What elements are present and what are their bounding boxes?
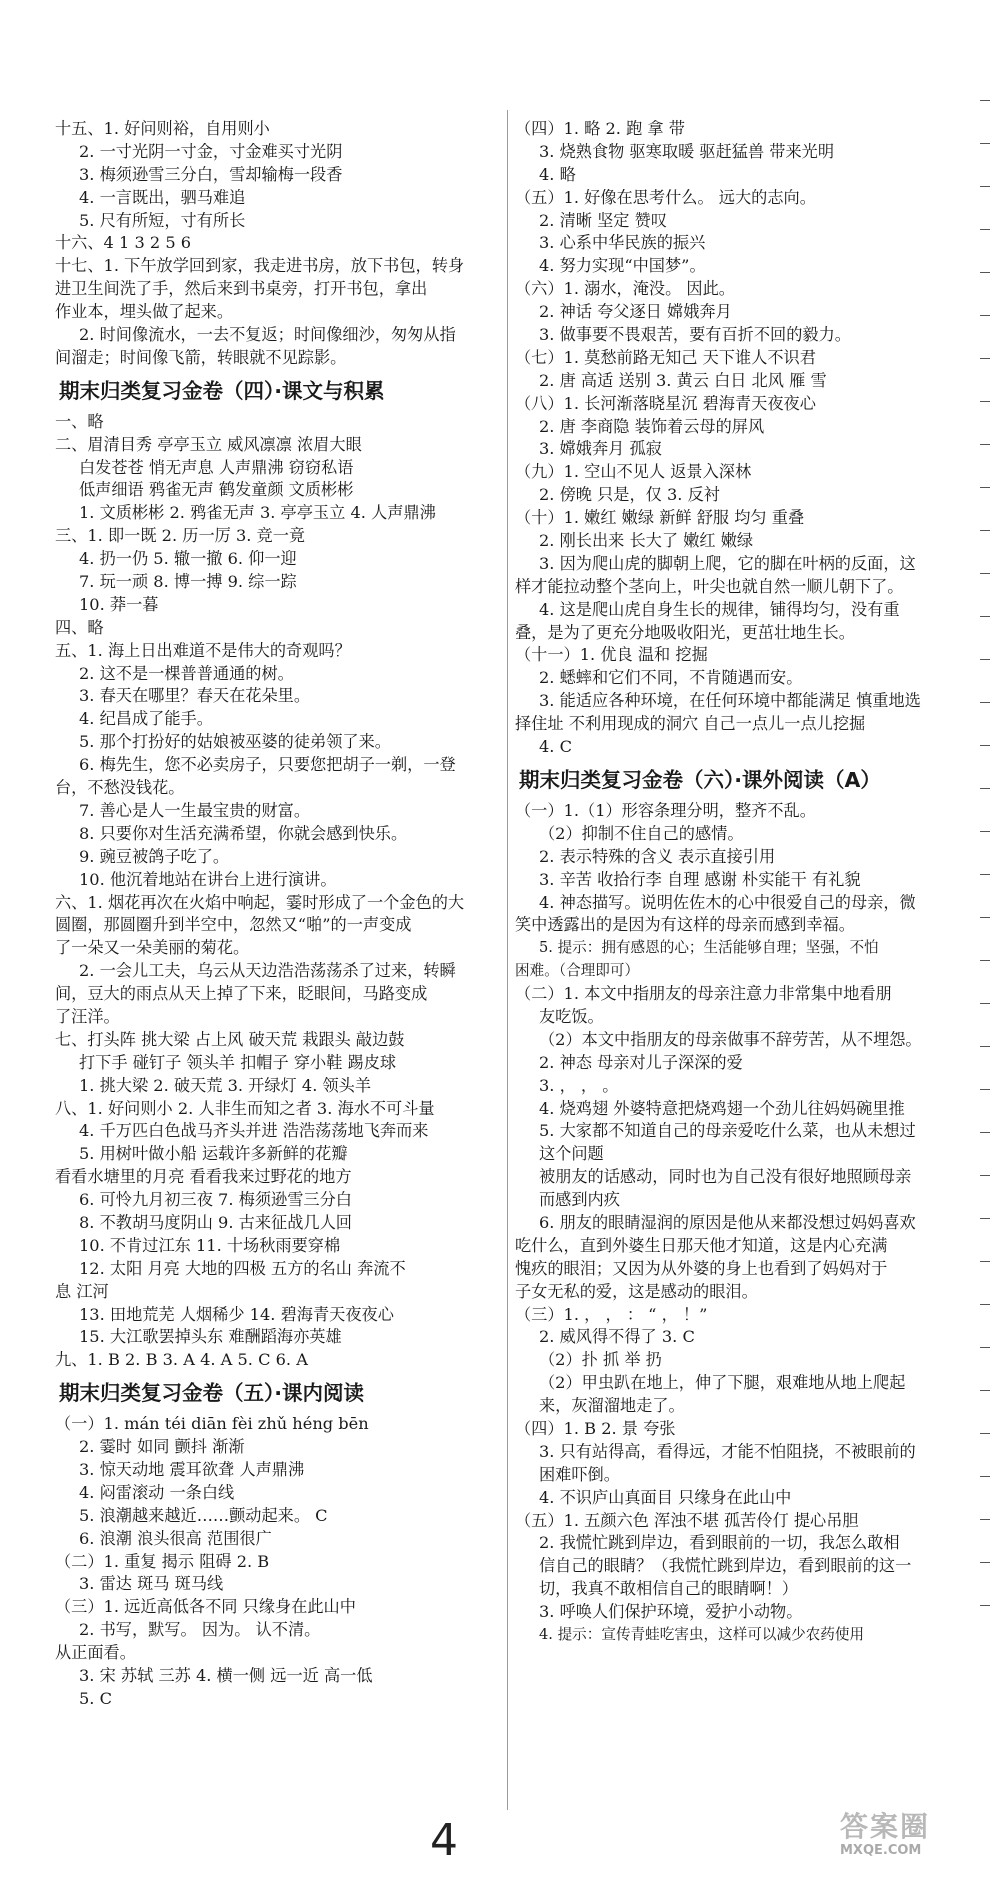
watermark-title: 答案圈 <box>840 1810 931 1843</box>
answer-line: 2. 唐 李商隐 装饰着云母的屏风 <box>539 416 765 436</box>
answer-line: 3. 春天在哪里？春天在花朵里。 <box>79 686 311 706</box>
answer-line: 3. 梅须逊雪三分白，雪却输梅一段香 <box>79 164 343 184</box>
answer-line: 了一朵又一朵美丽的菊花。 <box>55 938 250 958</box>
answer-line: 7. 善心是人一生最宝贵的财富。 <box>79 800 311 820</box>
answer-line: 看看水塘里的月亮 看看我来过野花的地方 <box>55 1167 352 1187</box>
answer-line: 3. 宋 苏轼 三苏 4. 横一侧 远一近 高一低 <box>79 1666 373 1685</box>
answer-line: 4. 烧鸡翅 外婆特意把烧鸡翅一个劲儿往妈妈碗里推 <box>539 1098 905 1118</box>
answer-line: 困难吓倒。 <box>539 1464 620 1484</box>
answer-line: （2）本文中指朋友的母亲做事不辞劳苦，从不埋怨。 <box>539 1029 922 1049</box>
answer-line: 4. 努力实现“中国梦”。 <box>539 256 706 276</box>
answer-line: 一、略 <box>55 411 104 431</box>
answer-line: 3. ， ， 。 <box>539 1075 619 1095</box>
answer-line: 10. 他沉着地站在讲台上进行演讲。 <box>79 869 337 889</box>
answer-line: 九、1. B 2. B 3. A 4. A 5. C 6. A <box>55 1350 308 1370</box>
watermark-url: MXQE.COM <box>840 1843 922 1858</box>
edge-mark <box>980 401 990 402</box>
answer-line: （一）1.（1）形容条理分明，整齐不乱。 <box>515 800 816 820</box>
edge-mark <box>980 444 990 445</box>
answer-line: 了汪洋。 <box>55 1006 120 1026</box>
answer-line: 3. 能适应各种环境，在任何环境中都能满足 慎重地选 <box>539 691 921 711</box>
answer-line: 来，灰溜溜地走了。 <box>539 1396 685 1416</box>
answer-line: 间，豆大的雨点从天上掉了下来，眨眼间，马路变成 <box>55 984 428 1004</box>
answer-line: 择住址 不利用现成的洞穴 自己一点儿一点儿挖掘 <box>515 714 866 734</box>
edge-mark <box>980 143 990 144</box>
answer-line: 2. 一寸光阴一寸金，寸金难买寸光阴 <box>79 141 343 161</box>
answer-line: 从正面看。 <box>55 1643 136 1663</box>
answer-line: （六）1. 溺水，淹没。 因此。 <box>515 279 735 299</box>
answer-line: 白发苍苍 悄无声息 人声鼎沸 窃窃私语 <box>79 457 354 477</box>
answer-line: 2. 清晰 坚定 赞叹 <box>539 210 668 230</box>
answer-line: （2）扑 抓 举 扔 <box>539 1350 662 1370</box>
answer-line: 2. 一会儿工夫，乌云从天边浩浩荡荡杀了过来，转瞬 <box>79 961 456 981</box>
edge-mark <box>980 1605 990 1606</box>
answer-line: 台，不愁没钱花。 <box>55 778 185 798</box>
answer-line: 吃什么，直到外婆生日那天他才知道，这是内心充满 <box>515 1235 888 1255</box>
edge-mark <box>980 229 990 230</box>
answer-line: 五、1. 海上日出难道不是伟大的奇观吗？ <box>55 640 351 660</box>
edge-mark <box>980 186 990 187</box>
answer-line: 8. 不教胡马度阴山 9. 古来征战几人回 <box>79 1212 352 1232</box>
answer-line: 5. 用树叶做小船 运载许多新鲜的花瓣 <box>79 1144 348 1164</box>
answer-line: 10. 莽一暮 <box>79 594 159 614</box>
answer-line: （四）1. B 2. 景 夸张 <box>515 1418 676 1438</box>
answer-line: 5. 大家都不知道自己的母亲爱吃什么菜，也从未想过 <box>539 1121 916 1141</box>
answer-line: 六、1. 烟花再次在火焰中响起，霎时形成了一个金色的大 <box>55 892 465 912</box>
answer-line: （五）1. 五颜六色 浑浊不堪 孤苦伶仃 提心吊胆 <box>515 1510 859 1530</box>
answer-line: （一）1. mán téi diān fèi zhǔ héng bēn <box>55 1414 369 1434</box>
answer-line: 13. 田地荒芜 人烟稀少 14. 碧海青天夜夜心 <box>79 1304 394 1324</box>
answer-line: 4. 神态描写。说明佐佐木的心中很爱自己的母亲，微 <box>539 892 916 912</box>
edge-mark <box>980 1003 990 1004</box>
answer-line: 七、打头阵 挑大梁 占上风 破天荒 栽跟头 敲边鼓 <box>55 1029 405 1049</box>
answer-line: 3. 心系中华民族的振兴 <box>539 233 706 253</box>
edge-mark <box>980 1261 990 1262</box>
answer-line: 友吃饭。 <box>539 1006 604 1026</box>
answer-line: 7. 玩一顽 8. 博一搏 9. 综一踪 <box>79 572 297 592</box>
answer-line: 12. 太阳 月亮 大地的四极 五方的名山 奔流不 <box>79 1258 406 1278</box>
answer-line: 2. 神话 夸父逐日 嫦娥奔月 <box>539 302 732 322</box>
edge-mark <box>980 573 990 574</box>
edge-mark <box>980 358 990 359</box>
answer-line: 4. 闷雷滚动 一条白线 <box>79 1482 235 1502</box>
answer-line: 信自己的眼睛？（我慌忙跳到岸边，看到眼前的这一 <box>539 1556 912 1576</box>
answer-line: 15. 大江歌罢掉头东 难酬蹈海亦英雄 <box>79 1327 342 1347</box>
answer-line: 十七、1. 下午放学回到家，我走进书房，放下书包，转身 <box>55 256 465 276</box>
answer-line: 低声细语 鸦雀无声 鹤发童颜 文质彬彬 <box>79 480 354 500</box>
answer-line: （二）1. 本文中指朋友的母亲注意力非常集中地看朋 <box>515 984 892 1004</box>
answer-line: （三）1. 远近高低各不同 只缘身在此山中 <box>55 1597 356 1617</box>
answer-line: 进卫生间洗了手，然后来到书桌旁，打开书包，拿出 <box>55 279 428 299</box>
answer-line: 4. 这是爬山虎自身生长的规律，铺得均匀，没有重 <box>539 599 900 619</box>
answer-line: 2. 时间像流水，一去不复返；时间像细沙，匆匆从指 <box>79 325 456 345</box>
edge-mark <box>980 530 990 531</box>
edge-mark <box>980 616 990 617</box>
answer-line: 4. 千万匹白色战马齐头并进 浩浩荡荡地飞奔而来 <box>79 1121 429 1141</box>
edge-mark <box>980 1132 990 1133</box>
answer-line: 八、1. 好问则小 2. 人非生而知之者 3. 海水不可斗量 <box>55 1098 435 1118</box>
answer-line: 3. 辛苦 收拾行李 自理 感谢 朴实能干 有礼貌 <box>539 869 861 889</box>
answer-line: 间溜走；时间像飞箭，转眼就不见踪影。 <box>55 347 347 367</box>
answer-line: 而感到内疚 <box>539 1190 620 1210</box>
answer-line: 4. 提示：宣传青蛙吃害虫，这样可以减少农药使用 <box>539 1626 865 1643</box>
section-heading: 期末归类复习金卷（四）·课文与积累 <box>59 378 385 403</box>
answer-line: 10. 不肯过江东 11. 十场秋雨要穿棉 <box>79 1235 341 1255</box>
answer-line: 2. 我慌忙跳到岸边，看到眼前的一切，我怎么敢相 <box>539 1533 900 1553</box>
answer-line: 6. 可怜九月初三夜 7. 梅须逊雪三分白 <box>79 1190 352 1210</box>
answer-line: 3. 只有站得高，看得远，才能不怕阻挠，不被眼前的 <box>539 1441 916 1461</box>
answer-line: 3. 因为爬山虎的脚朝上爬，它的脚在叶柄的反面，这 <box>539 553 916 573</box>
answer-line: 6. 浪潮 浪头很高 范围很广 <box>79 1528 272 1548</box>
answer-line: 十六、4 1 3 2 5 6 <box>55 233 192 253</box>
section-heading: 期末归类复习金卷（六）·课外阅读（A） <box>519 767 881 792</box>
answer-line: 样才能拉动整个茎向上，叶尖也就自然一顺儿朝下了。 <box>515 576 904 596</box>
edge-mark <box>980 745 990 746</box>
answer-line: 5. 尺有所短，寸有所长 <box>79 210 246 230</box>
answer-line: 2. 蟋蟀和它们不同，不肯随遇而安。 <box>539 668 803 688</box>
answer-line: 8. 只要你对生活充满希望，你就会感到快乐。 <box>79 823 408 843</box>
edge-mark <box>980 1304 990 1305</box>
edge-mark <box>980 1089 990 1090</box>
edge-mark <box>980 1562 990 1563</box>
answer-line: 息 江河 <box>55 1281 109 1301</box>
answer-line: 5. 那个打扮好的姑娘被巫婆的徒弟领了来。 <box>79 732 391 752</box>
answer-line: 9. 豌豆被鸽子吃了。 <box>79 846 230 866</box>
edge-mark <box>980 960 990 961</box>
answer-line: 3. 呼唤人们保护环境，爱护小动物。 <box>539 1602 803 1622</box>
edge-mark <box>980 702 990 703</box>
edge-mark <box>980 788 990 789</box>
right-column <box>515 118 975 1647</box>
edge-mark <box>980 659 990 660</box>
answer-line: 3. 做事要不畏艰苦，要有百折不回的毅力。 <box>539 325 851 345</box>
answer-line: 1. 挑大梁 2. 破天荒 3. 开绿灯 4. 领头羊 <box>79 1075 372 1095</box>
answer-line: （二）1. 重复 揭示 阻碍 2. B <box>55 1551 270 1571</box>
answer-line: 愧疚的眼泪；又因为从外婆的身上也看到了妈妈对于 <box>515 1258 888 1278</box>
answer-line: 5. 浪潮越来越近……颤动起来。 C <box>79 1505 328 1525</box>
answer-line: 3. 雷达 斑马 斑马线 <box>79 1574 224 1594</box>
section-heading: 期末归类复习金卷（五）·课内阅读 <box>59 1381 365 1406</box>
answer-line: 4. C <box>539 737 572 757</box>
edge-mark <box>980 1175 990 1176</box>
answer-line: 1. 文质彬彬 2. 鸦雀无声 3. 亭亭玉立 4. 人声鼎沸 <box>79 503 436 523</box>
answer-line: 十五、1. 好问则裕，自用则小 <box>55 119 270 138</box>
answer-line: 4. 扔一仍 5. 辙一撤 6. 仰一迎 <box>79 549 297 569</box>
edge-mark <box>980 1046 990 1047</box>
edge-mark <box>980 100 990 101</box>
answer-line: 2. 霎时 如同 颤抖 渐渐 <box>79 1437 245 1457</box>
answer-line: 5. C <box>79 1688 112 1708</box>
answer-line: 四、略 <box>55 617 104 637</box>
answer-line: 4. 略 <box>539 164 576 184</box>
answer-line: （十）1. 嫩红 嫩绿 新鲜 舒服 均匀 重叠 <box>515 508 805 528</box>
edge-mark <box>980 487 990 488</box>
answer-line: 3. 惊天动地 震耳欲聋 人声鼎沸 <box>79 1459 305 1479</box>
answer-line: 2. 刚长出来 长大了 嫩红 嫩绿 <box>539 531 754 551</box>
answer-line: 困难。（合理即可） <box>515 962 640 980</box>
answer-line: 作业本，埋头做了起来。 <box>55 302 234 322</box>
answer-line: （四）1. 略 2. 跑 拿 带 <box>515 119 685 138</box>
column-divider <box>507 110 508 1810</box>
answer-line: 切，我真不敢相信自己的眼睛啊！） <box>539 1579 798 1599</box>
answer-line: 4. 不识庐山真面目 只缘身在此山中 <box>539 1487 792 1507</box>
left-column <box>55 118 495 1711</box>
answer-line: 被朋友的话感动，同时也为自己没有很好地照顾母亲 <box>539 1167 912 1187</box>
answer-line: （2）甲虫趴在地上，伸了下腿，艰难地从地上爬起 <box>539 1373 906 1393</box>
answer-line: （三）1. ， ， ： “ ， ！” <box>515 1304 708 1324</box>
answer-line: 叠，是为了更充分地吸收阳光，更茁壮地生长。 <box>515 622 855 642</box>
answer-line: （八）1. 长河渐落晓星沉 碧海青天夜夜心 <box>515 393 816 413</box>
page-number: 4 <box>430 1815 458 1866</box>
answer-line: 3. 烧熟食物 驱寒取暖 驱赶猛兽 带来光明 <box>539 141 835 161</box>
answer-line: （九）1. 空山不见人 返景入深林 <box>515 462 752 482</box>
answer-line: （2）抑制不住自己的感情。 <box>539 823 744 843</box>
edge-mark <box>980 1519 990 1520</box>
answer-line: （七）1. 莫愁前路无知己 天下谁人不识君 <box>515 347 816 367</box>
answer-line: 三、1. 即一既 2. 历一厉 3. 竞一竟 <box>55 526 306 546</box>
answer-line: 5. 提示：拥有感恩的心；生活能够自理；坚强，不怕 <box>539 939 879 957</box>
answer-line: 4. 一言既出，驷马难追 <box>79 187 246 207</box>
answer-line: 打下手 碰钉子 领头羊 扣帽子 穿小鞋 踢皮球 <box>79 1052 397 1072</box>
answer-line: 二、眉清目秀 亭亭玉立 威风凛凛 浓眉大眼 <box>55 434 362 454</box>
answer-line: 2. 这不是一棵普普通通的树。 <box>79 663 294 683</box>
answer-line: 6. 梅先生，您不必卖房子，只要您把胡子一剃，一登 <box>79 755 456 775</box>
answer-line: 这个问题 <box>539 1144 604 1164</box>
answer-line: 4. 纪昌成了能手。 <box>79 709 213 729</box>
edge-mark <box>980 917 990 918</box>
edge-mark <box>980 1433 990 1434</box>
answer-line: 2. 傍晚 只是，仅 3. 反衬 <box>539 485 720 505</box>
edge-mark <box>980 272 990 273</box>
edge-mark <box>980 1347 990 1348</box>
answer-line: 圆圈，那圆圈升到半空中，忽然又“啪”的一声变成 <box>55 915 412 935</box>
answer-line: 笑中透露出的是因为有这样的母亲而感到幸福。 <box>515 915 855 935</box>
answer-line: 6. 朋友的眼睛湿润的原因是他从来都没想过妈妈喜欢 <box>539 1212 916 1232</box>
edge-mark <box>980 315 990 316</box>
answer-line: （十一）1. 优良 温和 挖掘 <box>515 645 708 665</box>
answer-line: （五）1. 好像在思考什么。 远大的志向。 <box>515 187 816 207</box>
answer-line: 2. 威风得不得了 3. C <box>539 1327 695 1347</box>
edge-mark <box>980 874 990 875</box>
watermark-logo <box>840 1812 990 1870</box>
binding-edge-marks <box>980 100 992 1800</box>
edge-mark <box>980 831 990 832</box>
answer-line: 2. 神态 母亲对儿子深深的爱 <box>539 1052 743 1072</box>
answer-line: 2. 唐 高适 送别 3. 黄云 白日 北风 雁 雪 <box>539 370 827 390</box>
answer-line: 子女无私的爱，这是感动的眼泪。 <box>515 1281 758 1301</box>
edge-mark <box>980 1218 990 1219</box>
edge-mark <box>980 1390 990 1391</box>
answer-line: 2. 表示特殊的含义 表示直接引用 <box>539 846 776 866</box>
answer-line: 3. 嫦娥奔月 孤寂 <box>539 439 662 459</box>
edge-mark <box>980 1476 990 1477</box>
answer-line: 2. 书写，默写。 因为。 认不清。 <box>79 1620 321 1640</box>
